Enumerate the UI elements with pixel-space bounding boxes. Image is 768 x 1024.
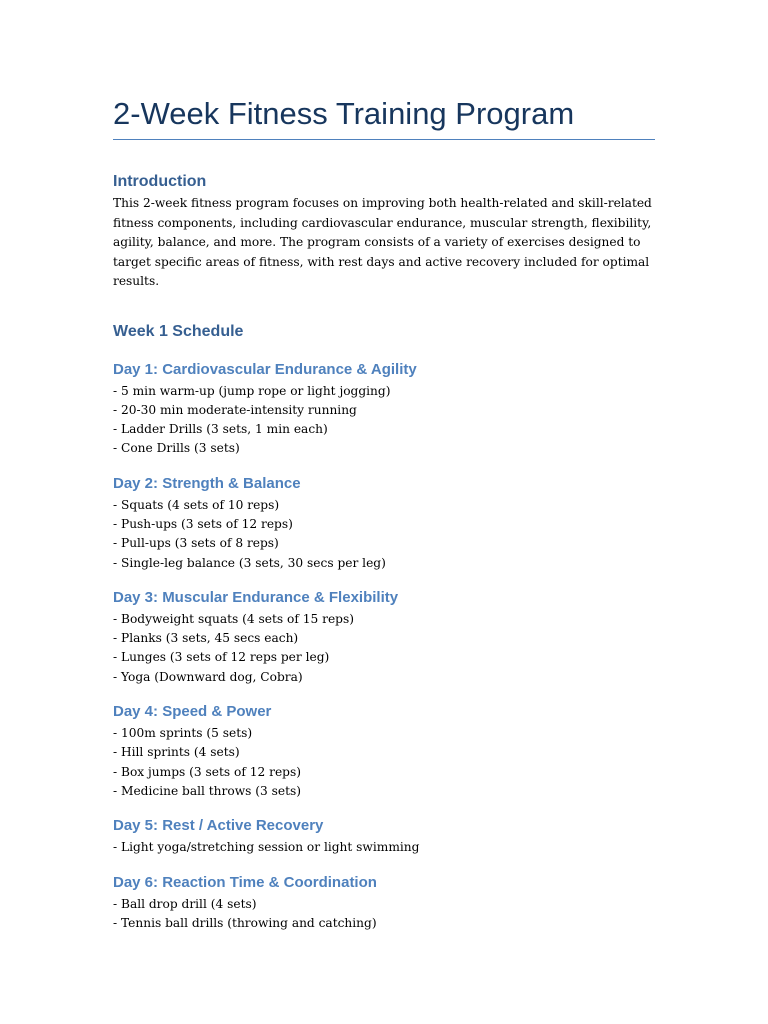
day-1-heading: Day 1: Cardiovascular Endurance & Agility [113,360,417,378]
list-item: - 100m sprints (5 sets) [113,726,253,741]
day-6-section [113,873,655,934]
introduction-heading: Introduction [113,173,207,190]
list-item: - Push-ups (3 sets of 12 reps) [113,516,293,531]
list-item: - Yoga (Downward dog, Cobra) [113,669,303,684]
day-4-section [113,702,655,801]
list-item: - Tennis ball drills (throwing and catching) [113,915,377,930]
day-5-section [113,816,655,857]
list-item: - 5 min warm-up (jump rope or light jogging) [113,383,391,398]
list-item: - Hill sprints (4 sets) [113,745,240,760]
day-6-heading: Day 6: Reaction Time & Coordination [113,873,377,891]
day-3-exercise-list [113,610,655,687]
day-2-section [113,474,655,573]
list-item: - Box jumps (3 sets of 12 reps) [113,764,301,779]
list-item: - Squats (4 sets of 10 reps) [113,497,280,512]
day-2-exercise-list [113,496,655,573]
day-1-section [113,360,655,459]
day-6-exercise-list [113,895,655,934]
list-item: - Medicine ball throws (3 sets) [113,783,302,798]
day-5-exercise-list [113,838,655,857]
day-5-heading: Day 5: Rest / Active Recovery [113,817,324,835]
list-item: - Ball drop drill (4 sets) [113,896,257,911]
list-item: - Lunges (3 sets of 12 reps per leg) [113,650,330,665]
document-title: 2-Week Fitness Training Program [113,0,655,140]
list-item: - Single-leg balance (3 sets, 30 secs per leg) [113,555,386,570]
day-1-exercise-list [113,382,655,459]
list-item: - 20-30 min moderate-intensity running [113,402,357,417]
list-item: - Cone Drills (3 sets) [113,441,240,456]
introduction-paragraph: This 2-week fitness program focuses on improving both health-related and skill-related fitness components, including cardiovascular endurance, muscular strength, flexibility, agility, balance, and more. The program consists of a variety of exercises designed to target specific areas of fitness, with rest days and active recovery included for optimal results. [113,196,652,288]
day-3-heading: Day 3: Muscular Endurance & Flexibility [113,588,399,606]
document-page [113,0,655,933]
week-1-heading: Week 1 Schedule [113,322,244,340]
list-item: - Light yoga/stretching session or light swimming [113,840,420,855]
day-2-heading: Day 2: Strength & Balance [113,474,301,492]
list-item: - Ladder Drills (3 sets, 1 min each) [113,422,328,437]
list-item: - Pull-ups (3 sets of 8 reps) [113,536,279,551]
day-4-exercise-list [113,724,655,801]
day-4-heading: Day 4: Speed & Power [113,703,272,721]
list-item: - Bodyweight squats (4 sets of 15 reps) [113,611,354,626]
day-3-section [113,588,655,687]
list-item: - Planks (3 sets, 45 secs each) [113,631,299,646]
